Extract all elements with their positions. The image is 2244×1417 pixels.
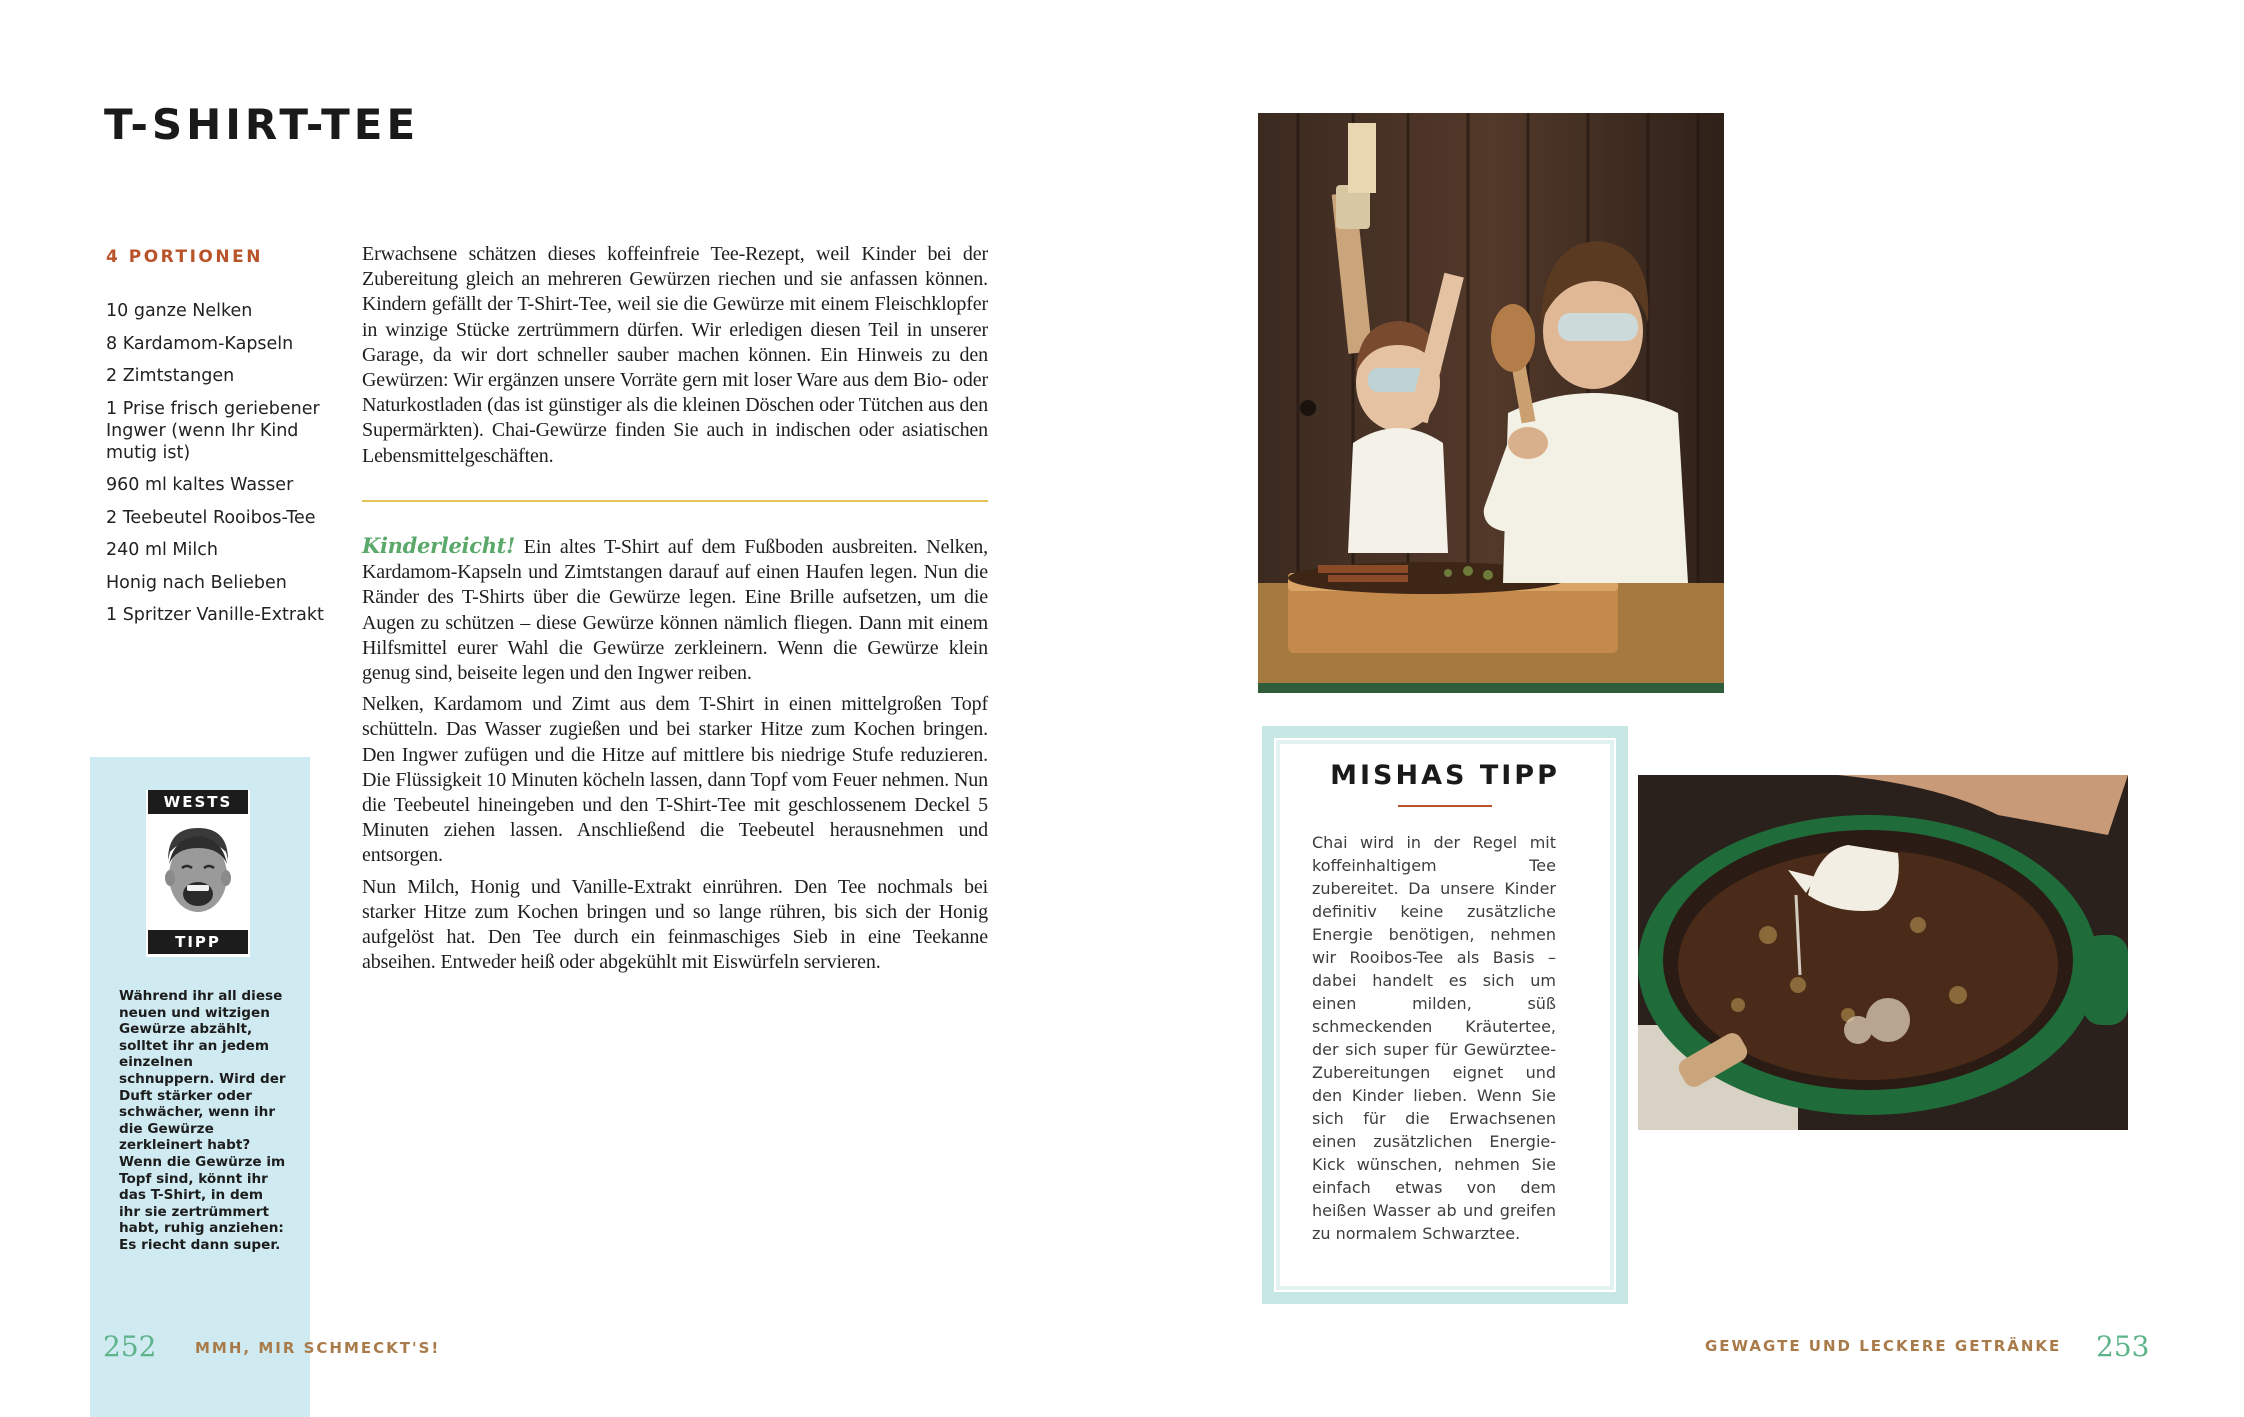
method-section	[362, 533, 988, 981]
kinderleicht-label: Kinderleicht!	[362, 533, 515, 558]
wests-tip-text: Während ihr all diese neuen und witzigen Gewürze abzählt, solltet ihr an jedem einzelnen schnuppern. Wird der Duft stärker oder schwächer, wenn ihr die Gewürze zerkleinert habt? Wenn die Gewürze im Topf sind, könnt ihr das T-Shirt, in dem ihr sie zertrümmert habt, ruhig anziehen: Es riecht dann super.	[119, 988, 286, 1253]
ingredient-item: 240 ml Milch	[106, 540, 218, 560]
pouring-milk-photo	[1638, 775, 2128, 1130]
ingredient-item: Honig nach Belieben	[106, 572, 287, 593]
footer-section-right: GEWAGTE UND LECKERE GETRÄNKE	[1705, 1337, 2062, 1355]
kids-photo-illustration	[1258, 113, 1724, 693]
pot-photo-illustration	[1638, 775, 2128, 1130]
footer-section-left: MMH, MIR SCHMECKT'S!	[195, 1339, 441, 1357]
ingredient-item: 10 ganze Nelken	[106, 301, 253, 321]
method-paragraph-2: Nelken, Kardamom und Zimt aus dem T-Shirt in einen mittelgroßen Topf schütteln. Das Wasser zugießen und bei starker Hitze zum Kochen bringen. Den Ingwer zufügen und die Hitze auf mittlere bis niedrige Stufe reduzieren. Die Flüssigkeit 10 Minuten köcheln lassen, dann Topf vom Feuer nehmen. Nun die Teebeutel hineingeben und den T-Shirt-Tee mit geschlossenem Deckel 5 Minuten ziehen lassen. Anschließend die Teebeutel herausnehmen und entsorgen.	[362, 693, 988, 867]
wests-tip-badge	[146, 790, 250, 957]
kids-crushing-spices-photo	[1258, 113, 1724, 693]
wests-tip-label-top: WESTS	[148, 790, 248, 814]
child-portrait-icon	[154, 818, 242, 928]
ingredient-list	[106, 300, 336, 637]
ingredient-item: 960 ml kaltes Wasser	[106, 475, 294, 495]
mishas-tip-rule	[1398, 805, 1492, 807]
mishas-tip-title: MISHAS TIPP	[1330, 760, 1560, 791]
servings-label: 4 PORTIONEN	[106, 247, 263, 267]
method-paragraph-1	[362, 533, 988, 686]
ingredient-item: 1 Prise frisch geriebener Ingwer (wenn Ihr Kind mutig ist)	[106, 398, 320, 463]
page-number-right: 253	[2096, 1330, 2150, 1363]
ingredient-item: 1 Spritzer Vanille-Extrakt	[106, 605, 324, 625]
ingredient-item: 8 Kardamom-Kapseln	[106, 333, 294, 354]
ingredient-item: 2 Teebeutel Rooibos-Tee	[106, 507, 316, 528]
page-number-left: 252	[103, 1330, 157, 1363]
intro-paragraph: Erwachsene schätzen dieses koffeinfreie Tee-Rezept, weil Kinder bei der Zubereitung gleich an mehreren Gewürzen riechen und sie anfassen können. Kindern gefällt der T-Shirt-Tee, weil sie die Gewürze mit einem Fleischklopfer in winzige Stücke zertrümmern dürfen. Wir erledigen diesen Teil in unserer Garage, da wir dort schneller sauber machen können. Ein Hinweis zu den Gewürzen: Wir ergänzen unsere Vorräte gern mit loser Ware aus dem Bio- oder Naturkostladen (das ist günstiger als die kleinen Döschen oder Tütchen aus den Supermärkten). Chai-Gewürze finden Sie auch in indischen oder asiatischen Lebensmittelgeschäften.	[362, 243, 988, 467]
wests-tip-label-bottom: TIPP	[148, 930, 248, 954]
method-paragraph-3: Nun Milch, Honig und Vanille-Extrakt einrühren. Den Tee nochmals bei starker Hitze zum Kochen bringen und so lange rühren, bis sich der Honig aufgelöst hat. Den Tee durch ein feinmaschiges Sieb in eine Teekanne abseihen. Entweder heiß oder abgekühlt mit Eiswürfeln servieren.	[362, 875, 988, 974]
mishas-tip-text: Chai wird in der Regel mit koffeinhaltigem Tee zubereitet. Da unsere Kinder definitiv keine zusätzliche Energie benötigen, nehmen wir Rooibos-Tee als Basis – dabei handelt es sich um einen milden, süß schmeckenden Kräutertee, der sich super für Gewürztee-Zubereitungen eignet und den Kinder lieben. Wenn Sie sich für die Erwachsenen einen zusätzlichen Energie-Kick wünschen, nehmen Sie einfach etwas von dem heißen Wasser ab und greifen zu normalem Schwarztee.	[1312, 833, 1556, 1243]
method-text-1: Ein altes T-Shirt auf dem Fußboden ausbreiten. Nelken, Kardamom-Kapseln und Zimtstangen darauf auf einen Haufen legen. Nun die Ränder des T-Shirts über die Gewürze legen. Eine Brille aufsetzen, um die Augen zu schützen – diese Gewürze können nämlich fliegen. Dann mit einem Hilfsmittel eurer Wahl die Gewürze zerkleinern. Wenn die Gewürze klein genug sind, beiseite legen und den Ingwer reiben.	[362, 536, 989, 685]
recipe-title: T-SHIRT-TEE	[104, 100, 420, 149]
section-divider	[362, 500, 988, 502]
ingredient-item: 2 Zimtstangen	[106, 366, 235, 386]
